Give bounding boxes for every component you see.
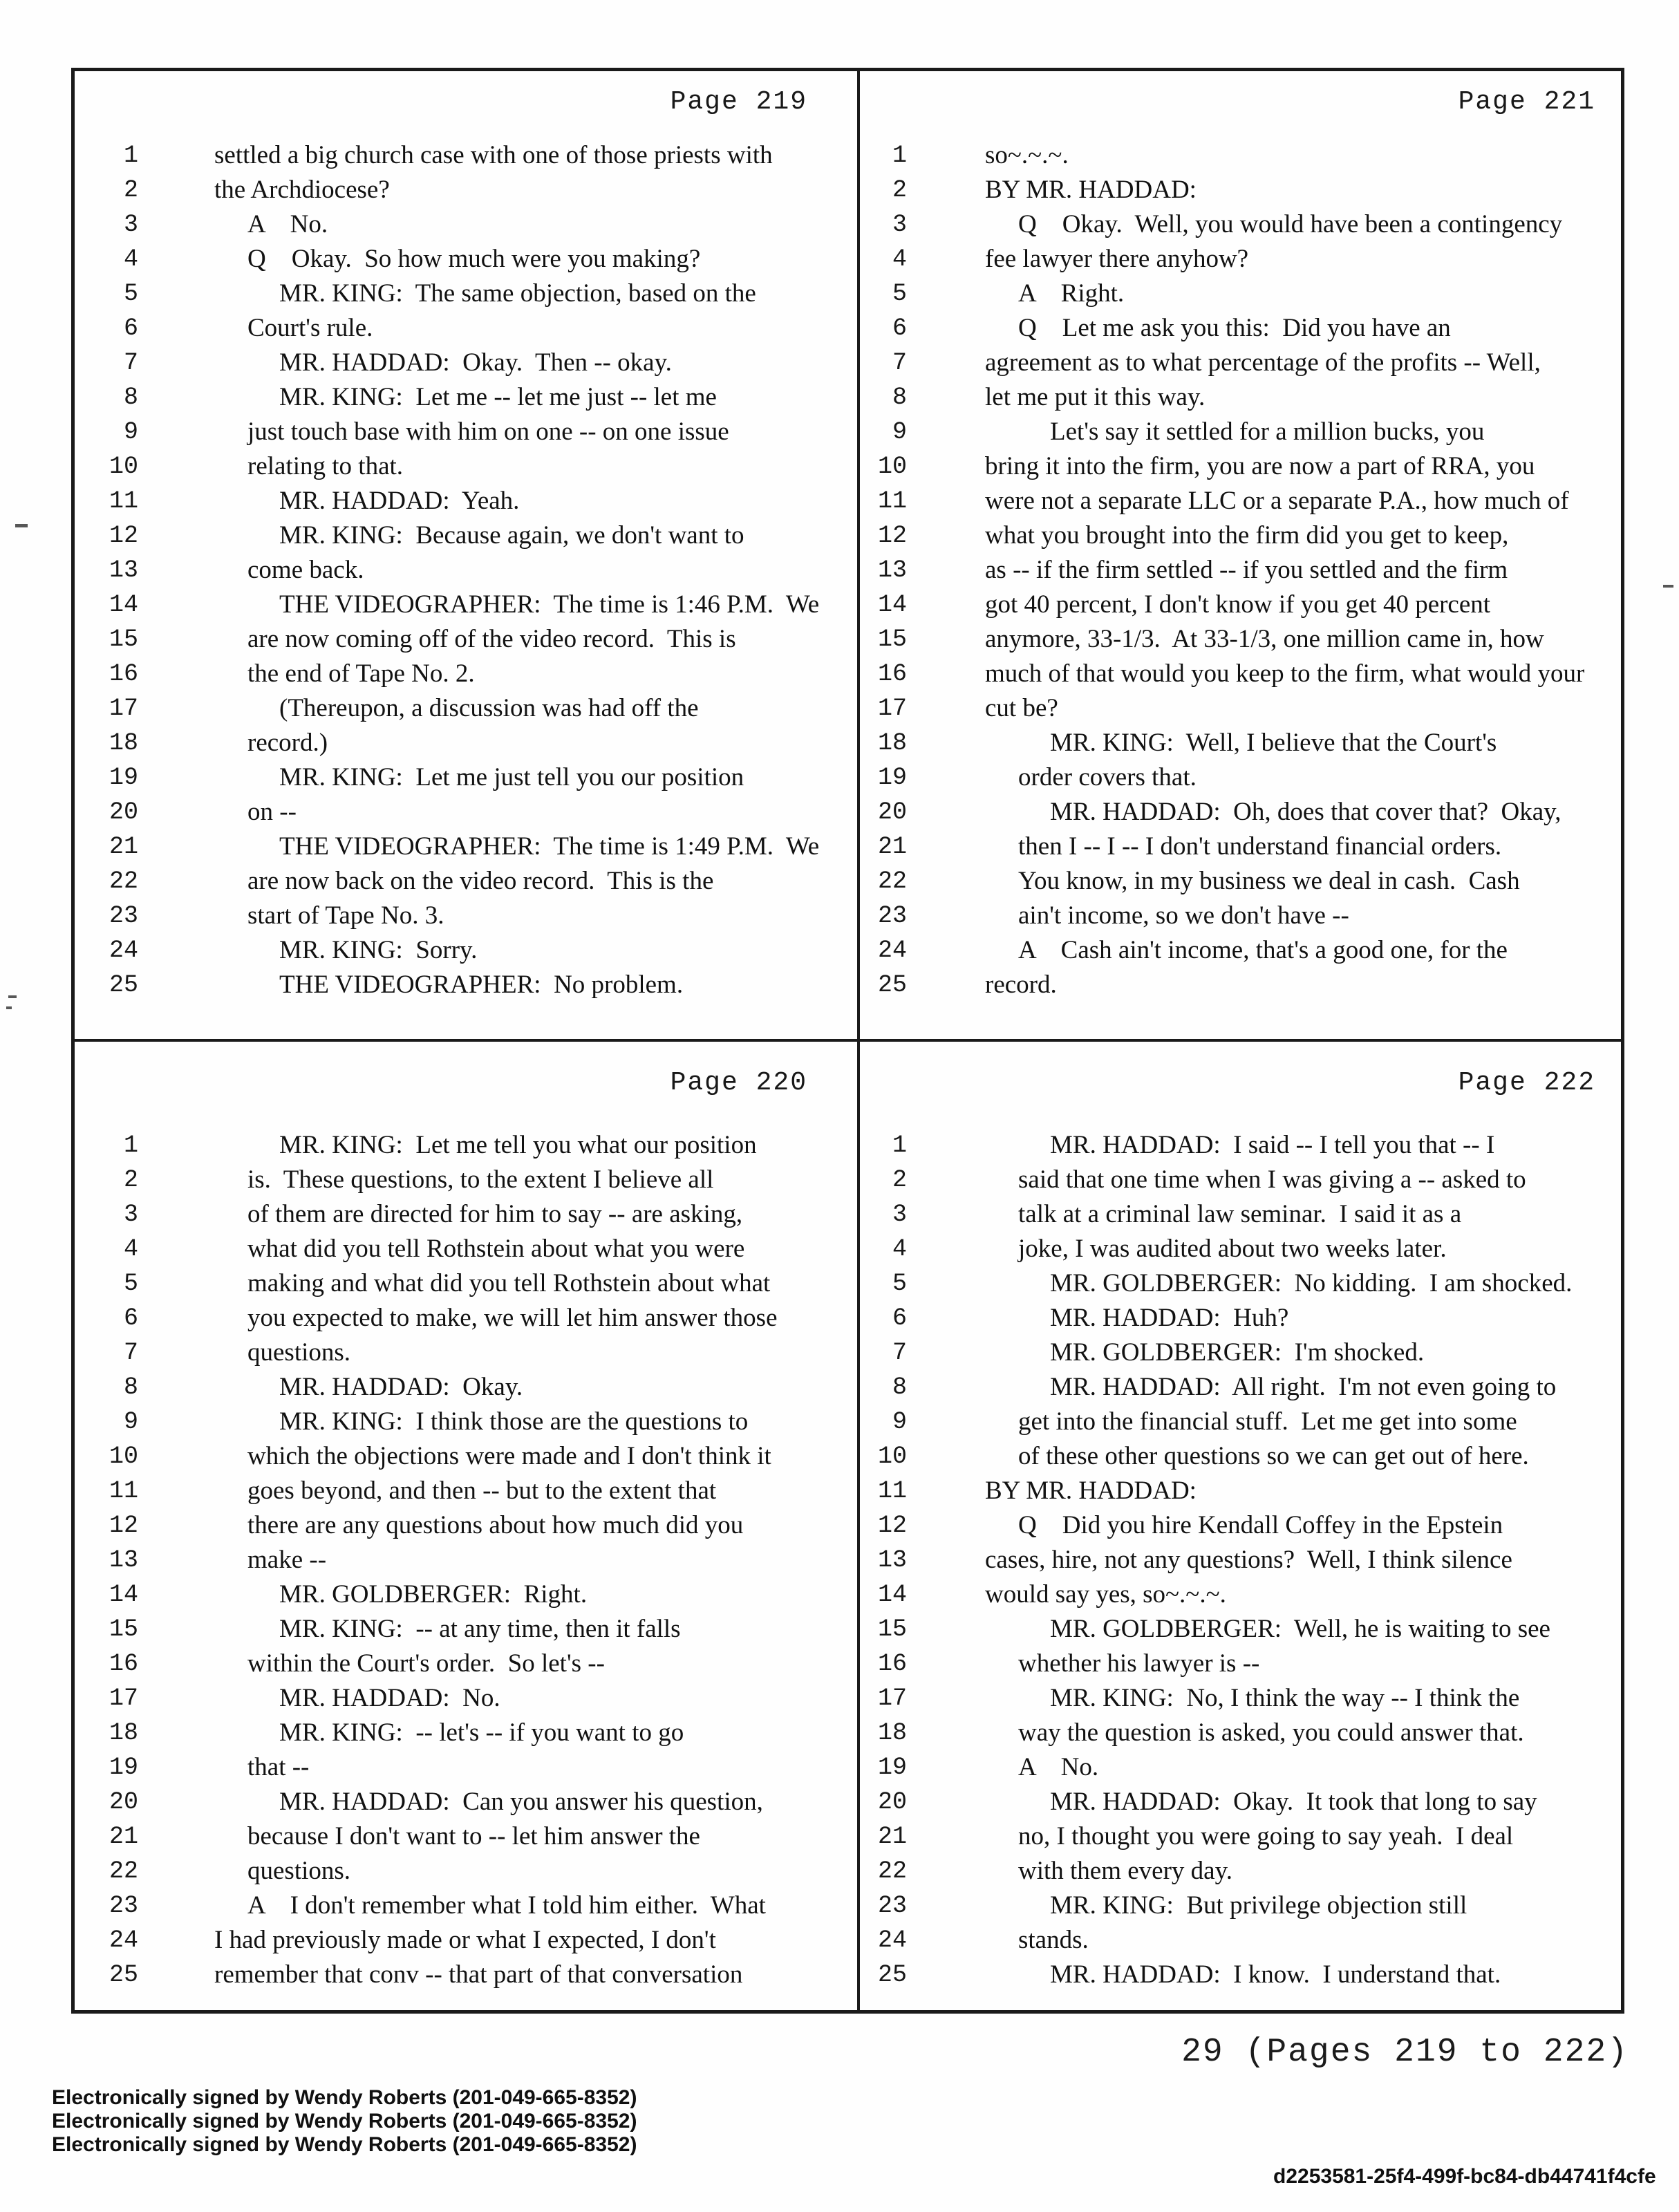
line-number: 4 [892,245,907,273]
line-text: MR. HADDAD: I said -- I tell you that -- I [1050,1131,1495,1159]
line-number: 5 [892,280,907,308]
line-text: way the question is asked, you could answer that. [1018,1718,1524,1747]
line-text: THE VIDEOGRAPHER: No problem. [279,971,684,999]
transcript-line [0,1370,1679,1405]
line-number: 21 [877,1823,907,1850]
line-text: cut be? [985,694,1058,722]
line-number: 18 [877,1719,907,1747]
line-number: 22 [877,1857,907,1885]
line-text: Q Let me ask you this: Did you have an [1018,314,1451,342]
line-text: MR. HADDAD: No. [279,1684,500,1712]
transcript-line [0,173,1679,207]
line-text: on -- [247,798,297,826]
line-number: 5 [123,1270,138,1297]
line-text: Q Okay. So how much were you making? [247,245,701,273]
line-number: 16 [877,660,907,688]
line-text: would say yes, so~.~.~. [985,1580,1226,1609]
line-number: 4 [892,1235,907,1263]
line-text: MR. GOLDBERGER: No kidding. I am shocked. [1050,1269,1573,1297]
line-text: Q Okay. Well, you would have been a contingency [1018,210,1563,238]
line-text: MR. KING: Sorry. [279,936,478,964]
line-number: 21 [109,833,138,861]
line-text: there are any questions about how much did you [247,1511,744,1539]
line-number: 17 [877,1685,907,1712]
line-text: MR. HADDAD: Oh, does that cover that? Okay, [1050,798,1561,826]
line-text: whether his lawyer is -- [1018,1649,1260,1678]
line-number: 23 [109,902,138,930]
line-number: 16 [109,660,138,688]
line-number: 8 [892,384,907,411]
transcript-line [0,484,1679,518]
line-text: which the objections were made and I don't think it [247,1442,771,1470]
line-text: MR. KING: -- let's -- if you want to go [279,1718,684,1747]
transcript-line [0,1681,1679,1716]
line-text: that -- [247,1753,310,1781]
line-text: let me put it this way. [985,383,1206,411]
line-text: THE VIDEOGRAPHER: The time is 1:49 P.M. We [279,832,820,861]
line-text: with them every day. [1018,1857,1232,1885]
line-number: 19 [877,1754,907,1781]
line-number: 5 [123,280,138,308]
line-number: 1 [123,142,138,169]
line-number: 13 [109,1546,138,1574]
transcript-line [0,622,1679,657]
line-number: 23 [877,1892,907,1920]
line-text: the end of Tape No. 2. [247,659,475,688]
line-number: 24 [109,1927,138,1954]
line-text: (Thereupon, a discussion was had off the [279,694,699,722]
transcript-line [0,657,1679,691]
line-number: 24 [877,1927,907,1954]
line-number: 9 [123,1408,138,1436]
transcript-line [0,1266,1679,1301]
line-number: 11 [877,487,907,515]
line-text: MR. KING: Well, I believe that the Court's [1050,729,1497,757]
line-number: 12 [109,522,138,550]
line-number: 22 [109,1857,138,1885]
line-number: 25 [109,1961,138,1989]
transcript-line [0,1888,1679,1923]
line-number: 15 [877,1615,907,1643]
line-text: is. These questions, to the extent I believe all [247,1165,714,1194]
line-text: relating to that. [247,452,404,480]
line-number: 25 [109,971,138,999]
transcript-line [0,691,1679,726]
line-text: MR. HADDAD: Okay. It took that long to say [1050,1788,1537,1816]
transcript-line [0,553,1679,588]
line-number: 9 [892,418,907,446]
line-number: 1 [123,1132,138,1159]
line-number: 2 [892,1166,907,1194]
transcript-line [0,1785,1679,1819]
line-number: 22 [877,868,907,895]
line-text: anymore, 33-1/3. At 33-1/3, one million came in, how [985,625,1544,653]
line-number: 8 [123,1374,138,1401]
line-text: MR. HADDAD: All right. I'm not even going to [1050,1373,1557,1401]
line-number: 7 [123,1339,138,1367]
line-number: 18 [877,729,907,757]
transcript-line [0,1232,1679,1266]
line-text: MR. KING: I think those are the questions to [279,1407,749,1436]
line-number: 21 [877,833,907,861]
transcript-line [0,899,1679,933]
scan-artifact [8,995,17,998]
line-text: joke, I was audited about two weeks later. [1018,1235,1447,1263]
row-divider [71,1039,1624,1042]
transcript-line [0,1577,1679,1612]
line-text: questions. [247,1338,351,1367]
line-number: 3 [123,211,138,238]
line-text: A No. [247,210,328,238]
page-header-220: Page 220 [670,1068,807,1098]
transcript-line [0,1335,1679,1370]
document-id: d2253581-25f4-499f-bc84-db44741f4cfe [1273,2165,1656,2188]
line-number: 12 [877,1512,907,1539]
signature-line: Electronically signed by Wendy Roberts (201-049-665-8352) [52,2133,637,2156]
line-text: MR. HADDAD: Okay. [279,1373,523,1401]
line-text: order covers that. [1018,763,1197,791]
line-number: 18 [109,1719,138,1747]
line-number: 25 [877,971,907,999]
transcript-line [0,1197,1679,1232]
line-number: 19 [109,764,138,791]
line-text: MR. HADDAD: Can you answer his question, [279,1788,763,1816]
line-number: 6 [892,315,907,342]
line-text: fee lawyer there anyhow? [985,245,1249,273]
page-header-219: Page 219 [670,87,807,117]
line-number: 20 [877,798,907,826]
line-number: 13 [109,556,138,584]
line-text: MR. KING: Because again, we don't want to [279,521,744,550]
line-number: 16 [109,1650,138,1678]
line-text: talk at a criminal law seminar. I said it as a [1018,1200,1462,1228]
line-text: MR. HADDAD: I know. I understand that. [1050,1960,1501,1989]
line-number: 15 [877,626,907,653]
line-text: Let's say it settled for a million bucks, you [1050,418,1485,446]
line-text: so~.~.~. [985,141,1069,169]
signature-line: Electronically signed by Wendy Roberts (201-049-665-8352) [52,2110,637,2133]
line-text: A Cash ain't income, that's a good one, for the [1018,936,1508,964]
transcript-line [0,1958,1679,1992]
line-number: 3 [123,1201,138,1228]
line-text: you expected to make, we will let him answer those [247,1304,778,1332]
line-text: MR. HADDAD: Huh? [1050,1304,1289,1332]
line-text: BY MR. HADDAD: [985,176,1197,204]
line-number: 12 [877,522,907,550]
line-text: agreement as to what percentage of the profits -- Well, [985,348,1541,377]
line-number: 22 [109,868,138,895]
line-text: come back. [247,556,364,584]
line-text: THE VIDEOGRAPHER: The time is 1:46 P.M. We [279,590,820,619]
line-number: 1 [892,1132,907,1159]
line-text: no, I thought you were going to say yeah. I deal [1018,1822,1514,1850]
line-number: 7 [123,349,138,377]
line-text: MR. KING: Let me tell you what our position [279,1131,757,1159]
line-number: 24 [877,937,907,964]
line-number: 11 [109,487,138,515]
line-text: MR. GOLDBERGER: I'm shocked. [1050,1338,1425,1367]
line-text: what did you tell Rothstein about what you were [247,1235,745,1263]
line-text: MR. KING: Let me -- let me just -- let me [279,383,717,411]
line-text: make -- [247,1546,327,1574]
line-number: 4 [123,245,138,273]
line-number: 8 [892,1374,907,1401]
line-text: of these other questions so we can get out of here. [1018,1442,1529,1470]
line-number: 20 [877,1788,907,1816]
line-text: Q Did you hire Kendall Coffey in the Epstein [1018,1511,1503,1539]
page-range-label: 29 (Pages 219 to 222) [1181,2034,1629,2071]
line-text: A No. [1018,1753,1099,1781]
line-text: were not a separate LLC or a separate P.A., how much of [985,487,1569,515]
line-text: settled a big church case with one of those priests with [214,141,773,169]
transcript-line [0,760,1679,795]
line-text: within the Court's order. So let's -- [247,1649,605,1678]
line-number: 23 [877,902,907,930]
line-text: get into the financial stuff. Let me get into some [1018,1407,1517,1436]
line-number: 7 [892,1339,907,1367]
transcript-line [0,1543,1679,1577]
line-text: record.) [247,729,328,757]
line-text: are now coming off of the video record. This is [247,625,736,653]
transcript-line [0,1301,1679,1335]
transcript-line [0,518,1679,553]
line-text: the Archdiocese? [214,176,390,204]
line-number: 20 [109,798,138,826]
line-text: MR. HADDAD: Okay. Then -- okay. [279,348,672,377]
line-number: 11 [877,1477,907,1505]
line-text: much of that would you keep to the firm, what would your [985,659,1585,688]
transcript-line [0,933,1679,968]
line-text: MR. GOLDBERGER: Right. [279,1580,588,1609]
line-number: 17 [109,695,138,722]
transcript-line [0,380,1679,415]
line-text: what you brought into the firm did you get to keep, [985,521,1509,550]
line-text: A I don't remember what I told him either. What [247,1891,766,1920]
line-number: 24 [109,937,138,964]
line-text: You know, in my business we deal in cash. Cash [1018,867,1520,895]
transcript-line [0,1612,1679,1647]
transcript-line [0,588,1679,622]
transcript-line [0,1647,1679,1681]
line-text: MR. KING: -- at any time, then it falls [279,1615,681,1643]
line-text: remember that conv -- that part of that conversation [214,1960,743,1989]
transcript-line [0,449,1679,484]
line-text: just touch base with him on one -- on one issue [247,418,729,446]
line-text: got 40 percent, I don't know if you get 40 percent [985,590,1491,619]
line-number: 6 [892,1304,907,1332]
line-text: MR. KING: But privilege objection still [1050,1891,1467,1920]
line-text: MR. GOLDBERGER: Well, he is waiting to see [1050,1615,1550,1643]
line-number: 14 [877,1581,907,1609]
line-number: 12 [109,1512,138,1539]
transcript-line [0,864,1679,899]
line-text: ain't income, so we don't have -- [1018,901,1349,930]
line-number: 17 [109,1685,138,1712]
signature-line: Electronically signed by Wendy Roberts (201-049-665-8352) [52,2086,637,2109]
transcript-line [0,1474,1679,1508]
line-text: of them are directed for him to say -- are asking, [247,1200,743,1228]
transcript-line [0,276,1679,311]
line-text: then I -- I -- I don't understand financial orders. [1018,832,1502,861]
transcript-line [0,346,1679,380]
line-text: BY MR. HADDAD: [985,1477,1197,1505]
transcript-line [0,726,1679,760]
line-number: 10 [877,1443,907,1470]
line-number: 13 [877,556,907,584]
line-text: cases, hire, not any questions? Well, I think silence [985,1546,1512,1574]
transcript-line [0,138,1679,173]
line-number: 3 [892,211,907,238]
scan-artifact [15,524,28,527]
page-header-221: Page 221 [1458,87,1595,117]
line-number: 14 [877,591,907,619]
line-number: 20 [109,1788,138,1816]
transcript-line [0,1163,1679,1197]
transcript-line [0,1854,1679,1888]
transcript-line [0,1128,1679,1163]
page-header-222: Page 222 [1458,1068,1595,1098]
line-number: 10 [877,453,907,480]
line-text: MR. KING: Let me just tell you our position [279,763,744,791]
line-text: said that one time when I was giving a -- asked to [1018,1165,1526,1194]
transcript-line [0,1716,1679,1750]
line-text: bring it into the firm, you are now a part of RRA, you [985,452,1535,480]
scan-artifact [1663,585,1673,588]
line-text: start of Tape No. 3. [247,901,444,930]
line-text: MR. HADDAD: Yeah. [279,487,520,515]
line-number: 18 [109,729,138,757]
line-number: 16 [877,1650,907,1678]
line-number: 9 [892,1408,907,1436]
transcript-line [0,311,1679,346]
line-text: record. [985,971,1057,999]
line-text: making and what did you tell Rothstein about what [247,1269,771,1297]
transcript-line [0,1405,1679,1439]
transcript-line [0,1439,1679,1474]
line-text: because I don't want to -- let him answer the [247,1822,700,1850]
line-number: 11 [109,1477,138,1505]
line-number: 25 [877,1961,907,1989]
transcript-line [0,795,1679,830]
line-text: questions. [247,1857,351,1885]
transcript-line [0,968,1679,1002]
line-number: 5 [892,1270,907,1297]
transcript-line [0,830,1679,864]
line-number: 1 [892,142,907,169]
line-number: 21 [109,1823,138,1850]
scan-artifact [6,1006,12,1009]
line-number: 2 [123,176,138,204]
line-number: 10 [109,1443,138,1470]
line-number: 13 [877,1546,907,1574]
transcript-line [0,1750,1679,1785]
line-text: as -- if the firm settled -- if you settled and the firm [985,556,1508,584]
line-number: 19 [877,764,907,791]
line-number: 14 [109,591,138,619]
line-number: 3 [892,1201,907,1228]
line-text: MR. KING: No, I think the way -- I think the [1050,1684,1520,1712]
line-number: 10 [109,453,138,480]
line-text: I had previously made or what I expected, I don't [214,1926,716,1954]
line-number: 17 [877,695,907,722]
line-number: 8 [123,384,138,411]
line-text: stands. [1018,1926,1089,1954]
line-number: 9 [123,418,138,446]
line-number: 6 [123,1304,138,1332]
transcript-line [0,1508,1679,1543]
line-text: Court's rule. [247,314,373,342]
transcript-line [0,1819,1679,1854]
line-number: 23 [109,1892,138,1920]
transcript-line [0,242,1679,276]
transcript-line [0,207,1679,242]
line-text: MR. KING: The same objection, based on the [279,279,756,308]
line-text: A Right. [1018,279,1125,308]
line-number: 14 [109,1581,138,1609]
line-number: 15 [109,626,138,653]
line-number: 4 [123,1235,138,1263]
line-number: 6 [123,315,138,342]
line-number: 2 [892,176,907,204]
transcript-line [0,1923,1679,1958]
line-number: 15 [109,1615,138,1643]
line-number: 2 [123,1166,138,1194]
line-text: goes beyond, and then -- but to the extent that [247,1477,717,1505]
transcript-line [0,415,1679,449]
line-number: 7 [892,349,907,377]
line-text: are now back on the video record. This is the [247,867,714,895]
line-number: 19 [109,1754,138,1781]
